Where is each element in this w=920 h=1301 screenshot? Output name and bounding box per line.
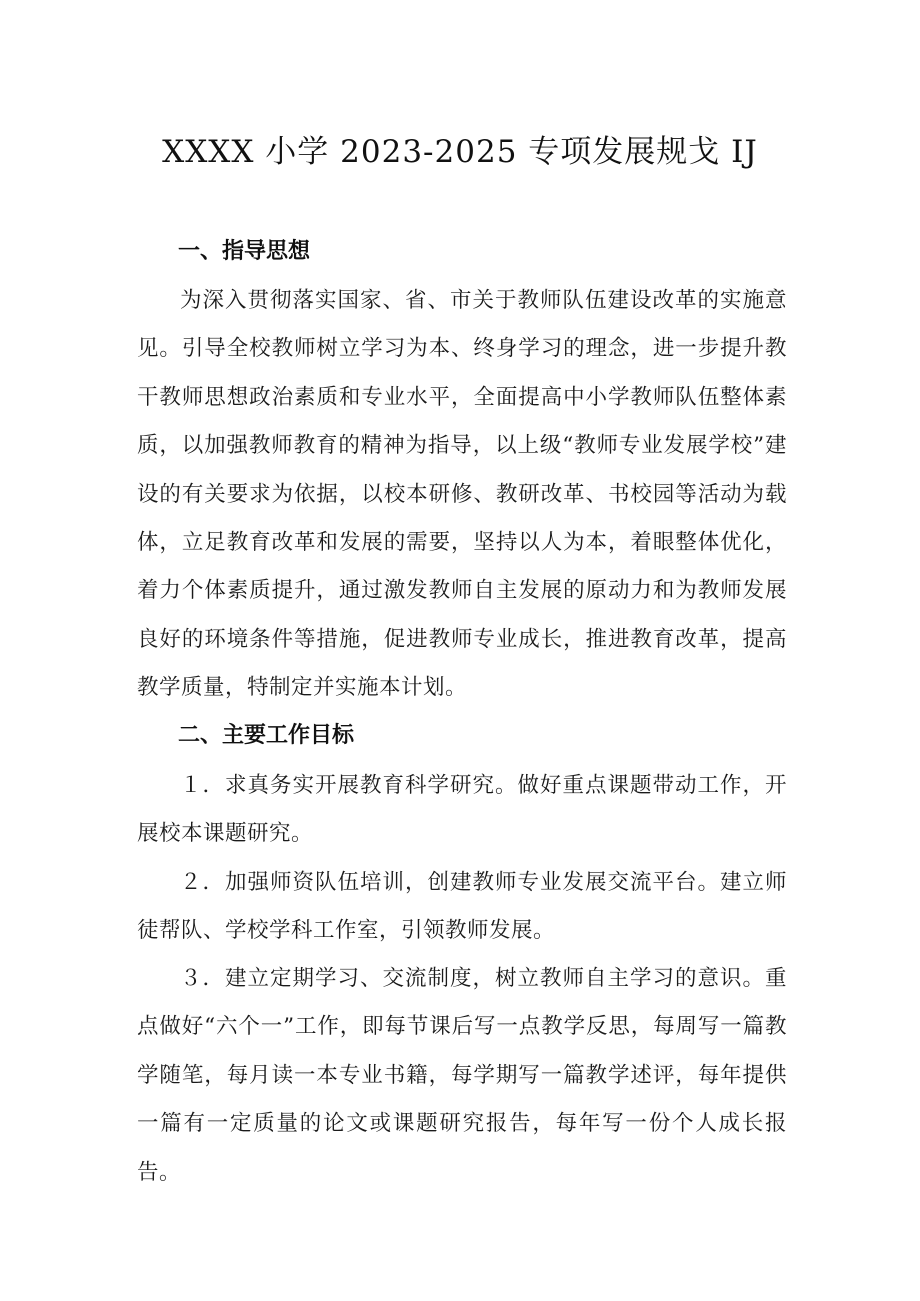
section-heading-main-goals: 二、主要工作目标 (178, 723, 355, 748)
document-title: XXXX 小学 2023-2025 专项发展规戈 IJ (162, 134, 758, 170)
paragraph-guiding-ideology: 为深入贯彻落实国家、省、市关于教师队伍建设改革的实施意见。引导全校教师树立学习为本、终身学习的理念，进一步提升教干教师思想政治素质和专业水平，全面提高中小学教师队伍整体素质，以加强教师教育的精神为指导，以上级“教师专业发展学校”建设的有关要求为依据，以校本研修、教研改革、书校园等活动为载体，立足教育改革和发展的需要，坚持以人为本，着眼整体优化，着力个体素质提升，通过激发教师自主发展的原动力和为教师发展良好的环境条件等措施，促进教师专业成长，推进教育改革，提高教学质量，特制定并实施本计划。 (137, 288, 787, 701)
paragraph-goal-1: １．求真务实开展教育科学研究。做好重点课题带动工作，开展校本课题研究。 (137, 773, 787, 847)
paragraph-goal-3: ３．建立定期学习、交流制度，树立教师自主学习的意识。重点做好“六个一”工作，即每节课后写一点教学反思，每周写一篇教学随笔，每月读一本专业书籍，每学期写一篇教学述评，每年提供一篇有一定质量的论文或课题研究报告，每年写一份个人成长报告。 (137, 966, 787, 1185)
section-heading-guiding-ideology: 一、指导思想 (178, 239, 311, 264)
paragraph-goal-2: ２．加强师资队伍培训，创建教师专业发展交流平台。建立师徒帮队、学校学科工作室，引领教师发展。 (137, 870, 787, 944)
